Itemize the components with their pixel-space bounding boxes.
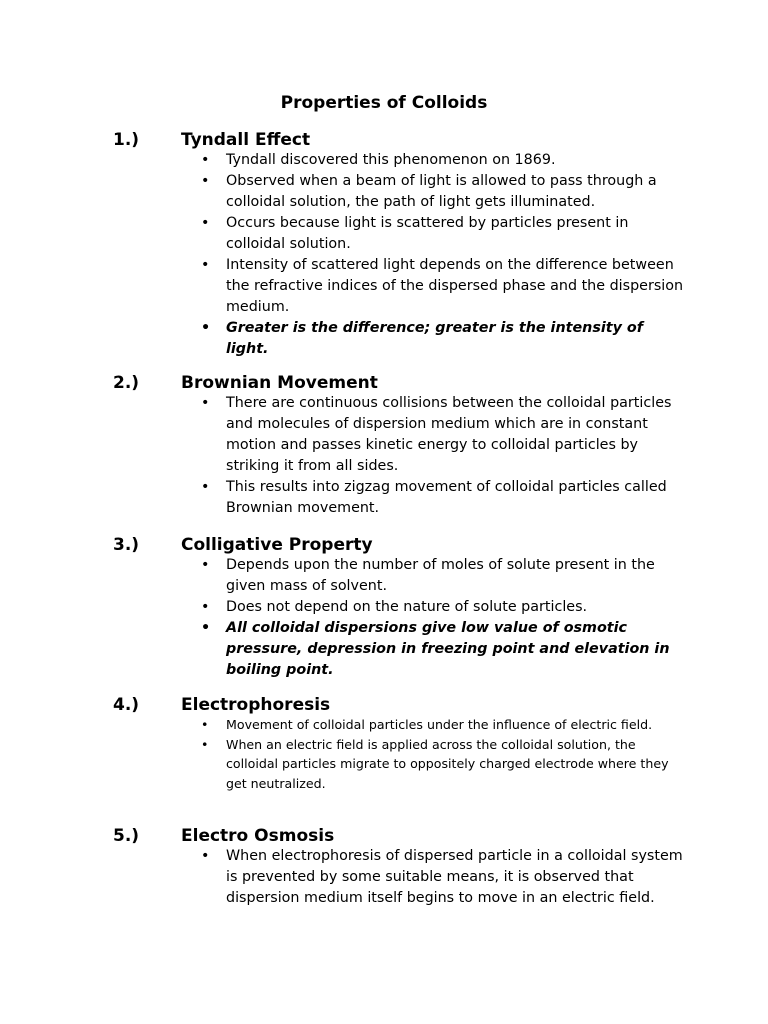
bullet-item: • When an electric field is applied across the colloidal solution, the colloidal particles migrate to oppositely charged electrode where they get neutralized. (0, 735, 686, 794)
bullet-item: • Intensity of scattered light depends on the difference between the refractive indices of the dispersed phase and the dispersion medium. (0, 255, 686, 318)
bullet-list (0, 393, 768, 519)
bullet-item: • Occurs because light is scattered by particles present in colloidal solution. (0, 213, 686, 255)
bullet-item: • When electrophoresis of dispersed particle in a colloidal system is prevented by some suitable means, it is observed that dispersion medium itself begins to move in an electric field. (0, 846, 686, 909)
section-number: 3.) (113, 535, 140, 555)
bullet-list (0, 555, 768, 681)
bullet-item: • There are continuous collisions between the colloidal particles and molecules of dispersion medium which are in constant motion and passes kinetic energy to colloidal particles by striking it from all sides. (0, 393, 686, 477)
page-title: Properties of Colloids (280, 93, 488, 113)
section-number: 5.) (113, 826, 140, 846)
bullet-item-emphasis: • All colloidal dispersions give low value of osmotic pressure, depression in freezing point and elevation in boiling point. (0, 618, 686, 681)
bullet-item-emphasis: • Greater is the difference; greater is the intensity of light. (0, 318, 686, 360)
bullet-list (0, 846, 768, 909)
bullet-item: • Depends upon the number of moles of solute present in the given mass of solvent. (0, 555, 686, 597)
bullet-item: • This results into zigzag movement of colloidal particles called Brownian movement. (0, 477, 686, 519)
bullet-item: • Tyndall discovered this phenomenon on 1869. (0, 150, 686, 171)
section-number: 1.) (113, 130, 140, 150)
section-number: 4.) (113, 695, 140, 715)
bullet-list (0, 150, 768, 360)
section-number: 2.) (113, 373, 140, 393)
bullet-item: • Does not depend on the nature of solute particles. (0, 597, 686, 618)
bullet-item: • Movement of colloidal particles under the influence of electric field. (0, 715, 686, 735)
section-title: Tyndall Effect (181, 130, 311, 150)
section-title: Electro Osmosis (181, 826, 335, 846)
section-title: Electrophoresis (181, 695, 331, 715)
bullet-list (0, 715, 768, 793)
section-title: Colligative Property (181, 535, 373, 555)
section-title: Brownian Movement (181, 373, 378, 393)
bullet-item: • Observed when a beam of light is allowed to pass through a colloidal solution, the path of light gets illuminated. (0, 171, 686, 213)
